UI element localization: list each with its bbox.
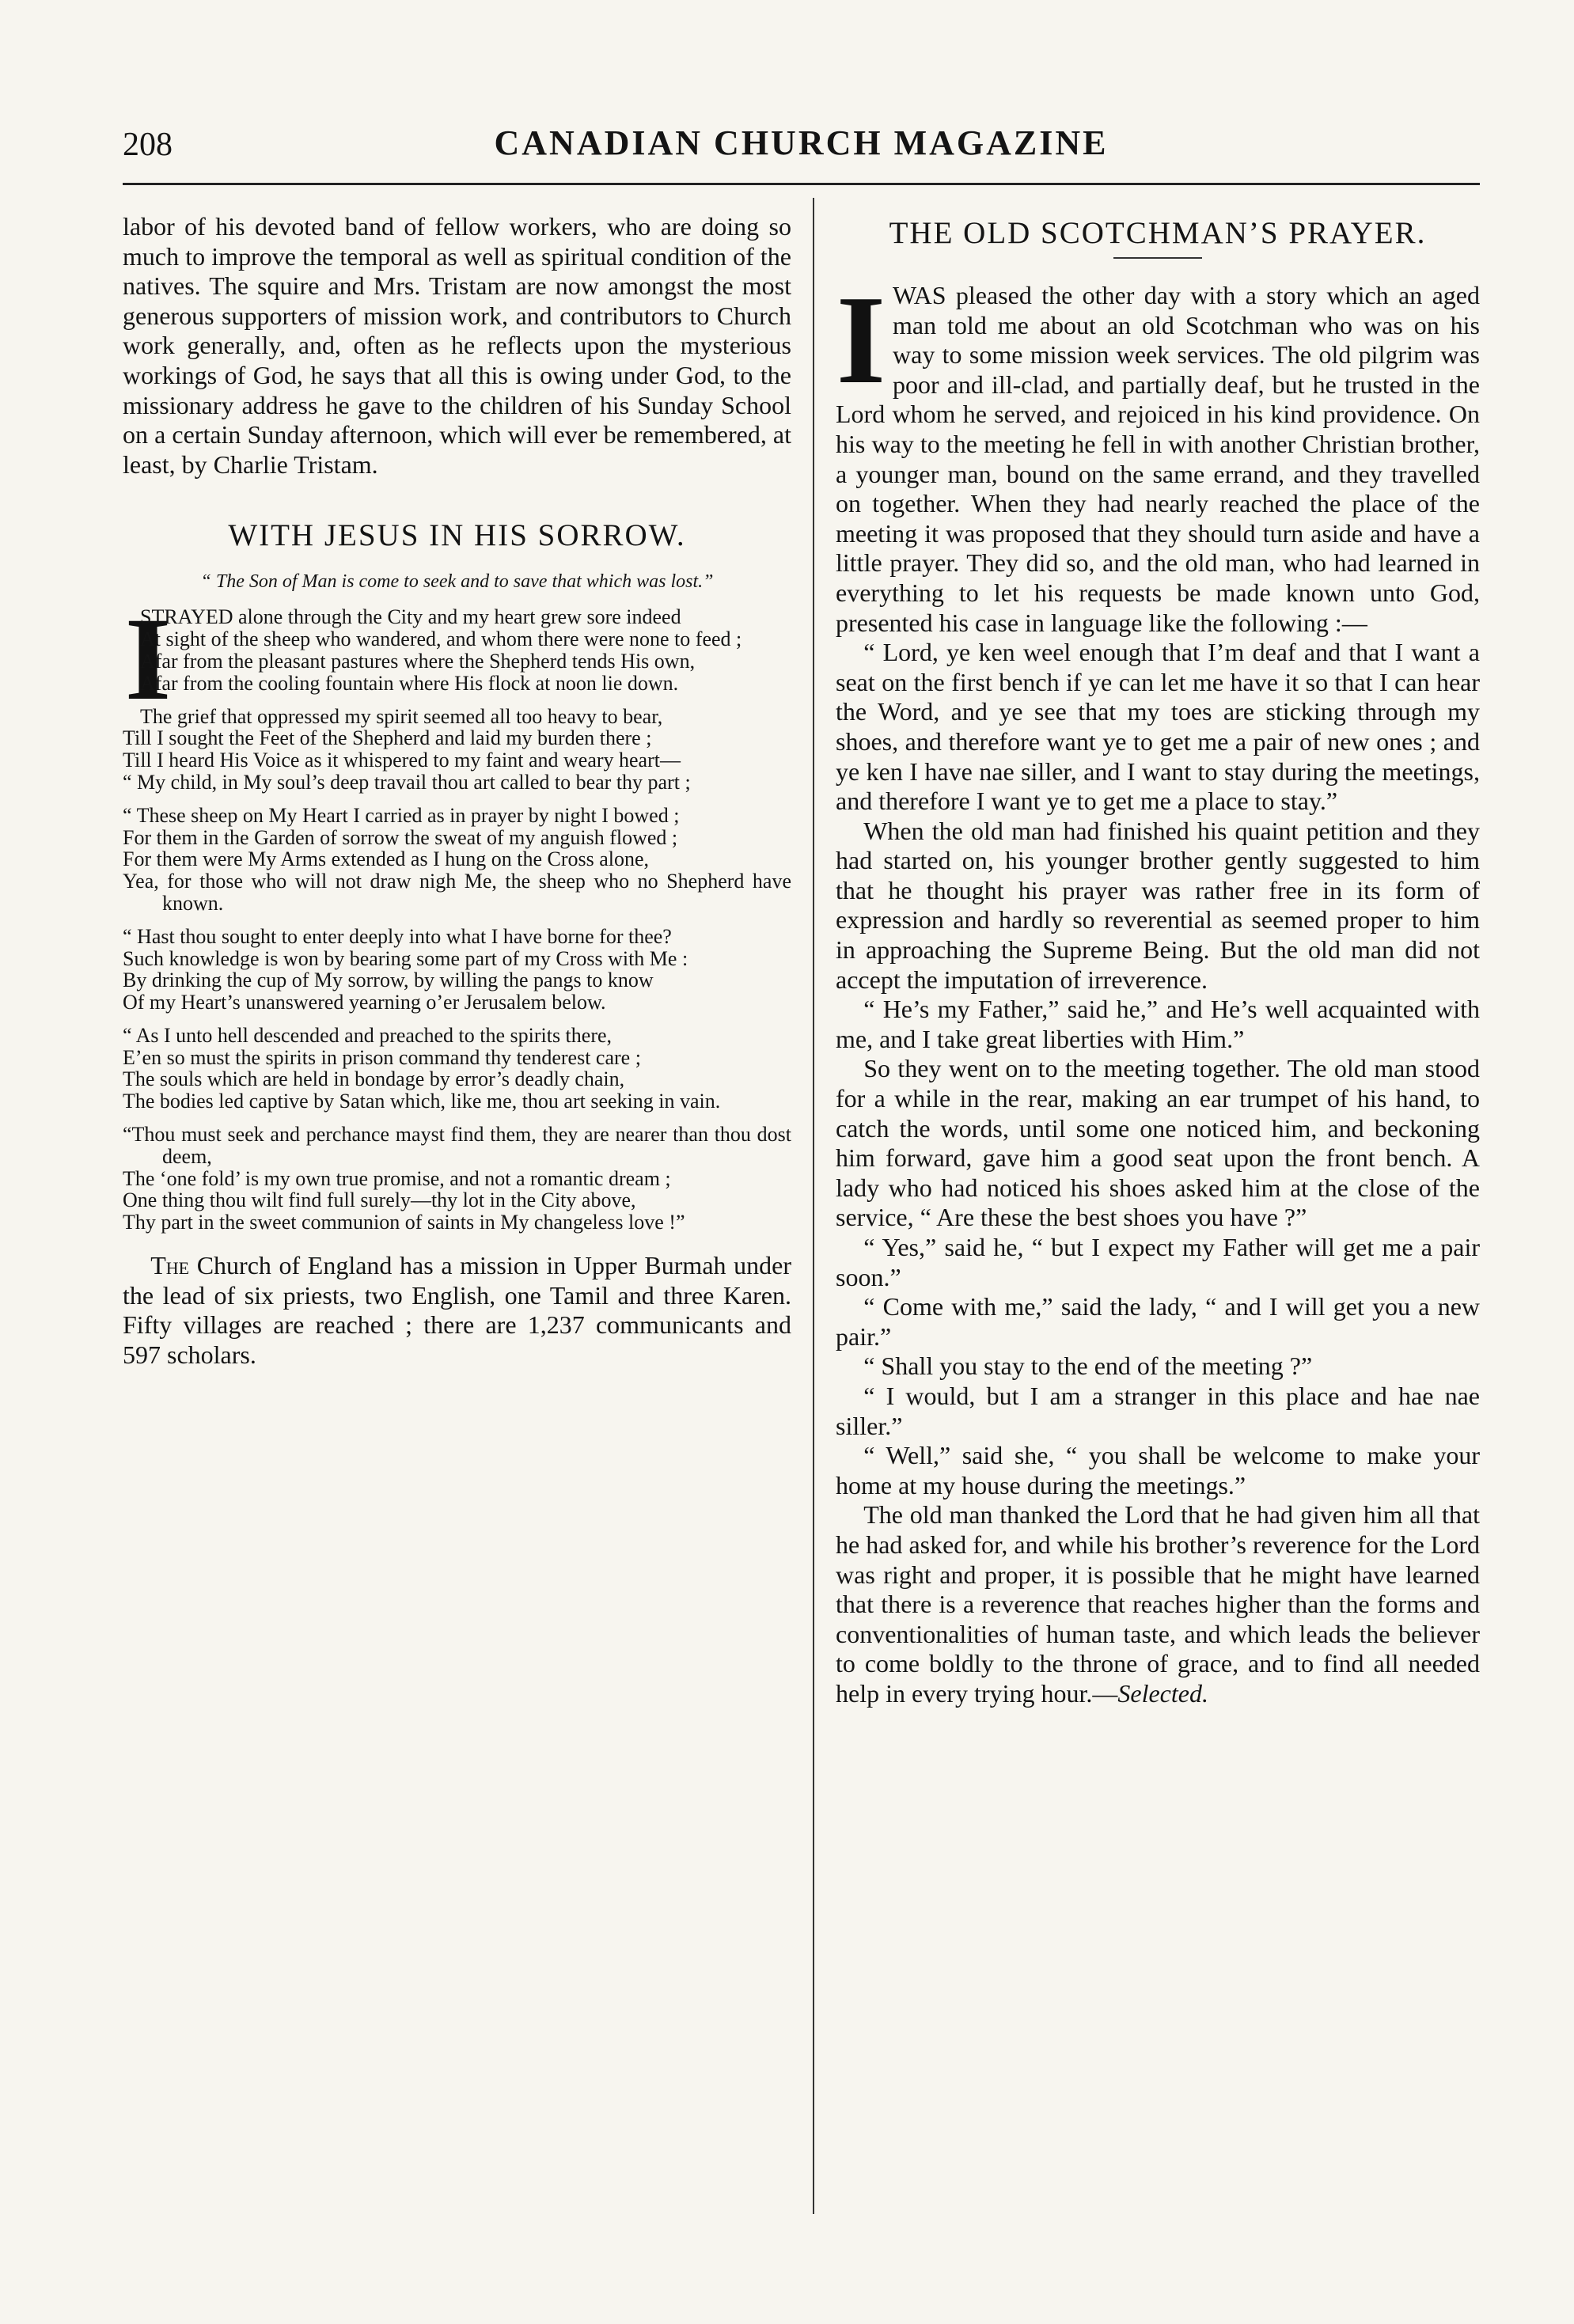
right-column: [836, 212, 1480, 1709]
poem-line: “ My child, in My soul’s deep travail thou art called to bear thy part ;: [123, 770, 691, 794]
poem-line: Thy part in the sweet communion of saints in My changeless love !”: [123, 1211, 685, 1234]
poem-line: E’en so must the spirits in prison command thy tenderest care ;: [123, 1045, 641, 1069]
stanza: [123, 706, 791, 794]
poem-line: “ These sheep on My Heart I carried as in prayer by night I bowed ;: [123, 803, 680, 827]
burmah-paragraph: [123, 1251, 791, 1370]
left-column: [123, 212, 791, 1370]
poem-line: Till I heard His Voice as it whispered to my faint and weary heart—: [123, 749, 681, 772]
poem-line: Afar from the pleasant pastures where the Shepherd tends His own,: [140, 649, 696, 673]
poem-line: “ As I unto hell descended and preached to the spirits there,: [123, 1023, 613, 1047]
column-divider: [813, 198, 814, 2214]
poem-line: The ‘one fold’ is my own true promise, and not a romantic dream ;: [123, 1166, 671, 1190]
burmah-lead-word: The: [150, 1251, 190, 1280]
poem-drop-cap: I: [124, 593, 172, 726]
poem-line: At sight of the sheep who wandered, and whom there were none to feed ;: [140, 627, 742, 651]
stanza: [123, 805, 791, 915]
burmah-text: Church of England has a mission in Upper Burmah under the lead of six priests, two English, one Tamil and three Karen. Fifty villages are reached ; there are 1,237 communicants and 597 scholars.: [123, 1251, 792, 1369]
poem-line: The bodies led captive by Satan which, like me, thou art seeking in vain.: [123, 1090, 721, 1113]
paragraph-text: The old man thanked the Lord that he had given him all that he had asked for, and while his brother’s reverence for the Lord was right and proper, it is possible that he might have learned that there is a reverence that reaches higher than the forms and conventionalities of human taste, and which leads the believer to come boldly to the throne of grace, and to find all needed help in every trying hour.—: [836, 1500, 1480, 1708]
article-paragraph: So they went on to the meeting together. The old man stood for a while in the rear, making an ear trumpet of his hand, to catch the words, until some one noticed him, and beckoning him forward, gave him a good seat upon the front bench. A lady who had noticed his shoes asked him at the close of the service, “ Are these the best shoes you have ?”: [836, 1054, 1480, 1232]
poem-line: By drinking the cup of My sorrow, by willing the pangs to know: [123, 969, 654, 992]
page-number: 208: [123, 127, 173, 163]
header-rule: [123, 183, 1480, 185]
poem-title: WITH JESUS IN HIS SORROW.: [228, 518, 686, 553]
magazine-title: CANADIAN CHURCH MAGAZINE: [494, 123, 1109, 162]
title-rule: [1113, 257, 1202, 259]
poem-line: Of my Heart’s unanswered yearning o’er Jerusalem below.: [123, 991, 606, 1014]
article-paragraph: [836, 1500, 1480, 1708]
page-header: [123, 123, 1480, 170]
poem-line: One thing thou wilt find full surely—thy lot in the City above,: [123, 1189, 636, 1212]
poem-line: The grief that oppressed my spirit seemed all too heavy to bear,: [140, 704, 663, 728]
article-paragraph: “ I would, but I am a stranger in this place and hae nae siller.”: [836, 1381, 1480, 1440]
poem-line: For them were My Arms extended as I hung on the Cross alone,: [123, 847, 650, 871]
poem: [123, 593, 791, 1234]
stanza: [123, 926, 791, 1014]
poem-line: STRAYED alone through the City and my heart grew sore indeed: [140, 605, 681, 629]
poem-line: For them in the Garden of sorrow the sweat of my anguish flowed ;: [123, 825, 678, 849]
stanza: [123, 1124, 791, 1234]
continued-paragraph: labor of his devoted band of fellow workers, who are doing so much to improve the temporal as well as spiritual condition of the natives. The squire and Mrs. Tristam are now amongst the most generous supporters of mission work, and contributors to Church work generally, and, often as he reflects upon the mysterious workings of God, he says that all this is owing under God, to the missionary address he gave to the children of his Sunday School on a certain Sunday afternoon, which will ever be remembered, at least, by Charlie Tristam.: [123, 212, 791, 479]
signoff: Selected.: [1117, 1678, 1208, 1708]
paragraph-text: WAS pleased the other day with a story which an aged man told me about an old Scotchman who was on his way to some mission week services. The old pilgrim was poor and ill-clad, and partially deaf, but he trusted in the Lord whom he served, and rejoiced in his kind providence. On his way to the meeting he fell in with another Christian brother, a younger man, bound on the same errand, and they travelled on together. When they had nearly reached the place of the meeting it was proposed that they should turn aside and have a little prayer. They did so, and the old man, who had learned in everything to let his requests be made known unto God, presented his case in language like the following :—: [836, 281, 1480, 637]
poem-line: The souls which are held in bondage by error’s deadly chain,: [123, 1067, 625, 1091]
poem-line: Yea, for those who will not draw nigh Me, the sheep who no Shepherd have known.: [123, 870, 791, 915]
article-title: THE OLD SCOTCHMAN’S PRAYER.: [889, 216, 1427, 250]
poem-line: “ Hast thou sought to enter deeply into what I have borne for thee?: [123, 924, 672, 948]
article-paragraph: “ Lord, ye ken weel enough that I’m deaf and that I want a seat on the first bench if ye can let me have it so that I can hear the Word, and ye see that my toes are sticking through my shoes, and therefore want ye to get me a pair of new ones ; and ye ken I have nae siller, and I want to stay during the meetings, and therefore I want ye to get me a place to stay.”: [836, 638, 1480, 816]
poem-line: Such knowledge is won by bearing some part of my Cross with Me :: [123, 946, 688, 970]
poem-line: “Thou must seek and perchance mayst find them, they are nearer than thou dost deem,: [123, 1123, 791, 1168]
article-paragraph: When the old man had finished his quaint petition and they had started on, his younger brother gently suggested to him that he thought his prayer was rather free in its form of expression and hardly so reverential as seemed proper to him in approaching the Supreme Being. But the old man did not accept the imputation of irreverence.: [836, 816, 1480, 994]
poem-line: Afar from the cooling fountain where His flock at noon lie down.: [140, 671, 679, 695]
poem-line: Till I sought the Feet of the Shepherd and laid my burden there ;: [123, 726, 652, 750]
stanza: [123, 1025, 791, 1113]
article-paragraph: [836, 269, 1480, 638]
poem-epigraph: “ The Son of Man is come to seek and to save that which was lost.”: [200, 571, 714, 593]
article-drop-cap: I: [836, 269, 886, 410]
article-paragraph: “ Yes,” said he, “ but I expect my Father will get me a pair soon.”: [836, 1233, 1480, 1291]
article-paragraph: “ Shall you stay to the end of the meeting ?”: [863, 1352, 1313, 1381]
article-paragraph: “ Well,” said she, “ you shall be welcome to make your home at my house during the meetings.”: [836, 1441, 1480, 1499]
article-paragraph: “ Come with me,” said the lady, “ and I will get you a new pair.”: [836, 1292, 1480, 1351]
article-paragraph: “ He’s my Father,” said he,” and He’s well acquainted with me, and I take great liberties with Him.”: [836, 995, 1480, 1053]
